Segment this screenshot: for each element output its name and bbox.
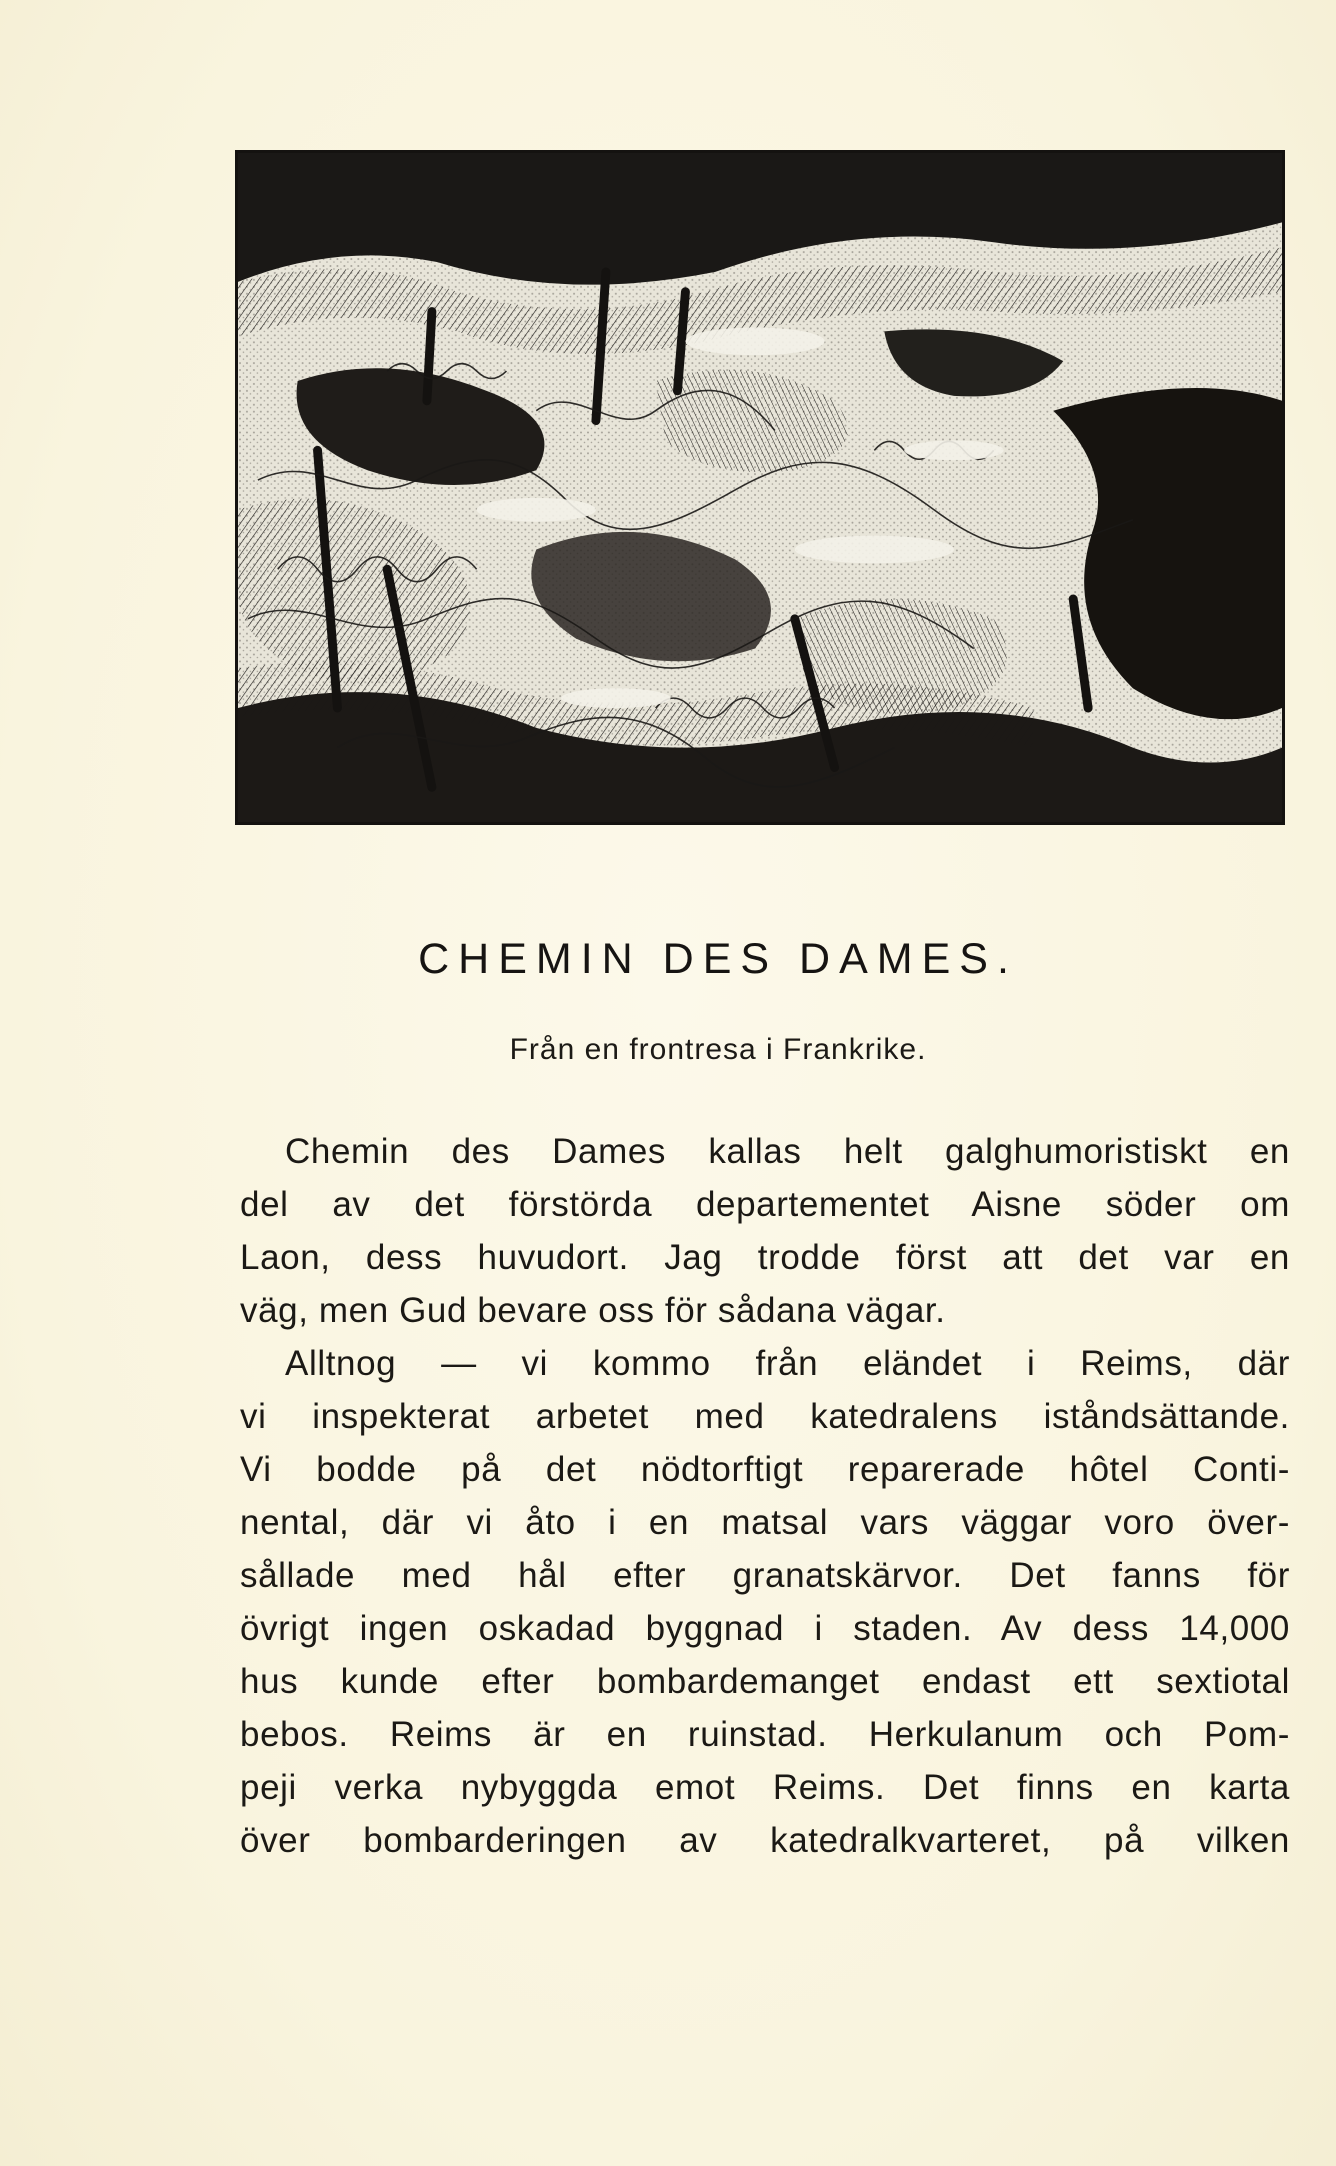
text-line: peji verka nybyggda emot Reims. Det finns en karta bbox=[240, 1768, 1290, 1807]
text-line: del av det förstörda departementet Aisne söder om bbox=[240, 1185, 1290, 1224]
body-text bbox=[240, 1125, 1290, 1867]
chapter-subtitle: Från en frontresa i Frankrike. bbox=[509, 1033, 927, 1066]
text-line: bebos. Reims är en ruinstad. Herkulanum och Pom- bbox=[240, 1715, 1290, 1754]
text-line: nental, där vi åto i en matsal vars väggar voro över- bbox=[240, 1503, 1290, 1542]
battlefield-drawing bbox=[238, 153, 1282, 822]
text-line: Alltnog — vi kommo från eländet i Reims, där bbox=[285, 1344, 1290, 1383]
text-line: övrigt ingen oskadad byggnad i staden. Av dess 14,000 bbox=[240, 1609, 1290, 1648]
chapter-title: CHEMIN DES DAMES. bbox=[418, 935, 1018, 983]
text-line: Chemin des Dames kallas helt galghumoristiskt en bbox=[285, 1132, 1290, 1171]
text-line: vi inspekterat arbetet med katedralens iståndsättande. bbox=[240, 1397, 1290, 1436]
text-line: Laon, dess huvudort. Jag trodde först att det var en bbox=[240, 1238, 1290, 1277]
battlefield-illustration bbox=[235, 150, 1285, 825]
text-line: över bombarderingen av katedralkvarteret, på vilken bbox=[240, 1821, 1290, 1860]
text-line: hus kunde efter bombardemanget endast ett sextiotal bbox=[240, 1662, 1290, 1701]
text-line: väg, men Gud bevare oss för sådana vägar. bbox=[240, 1291, 946, 1330]
text-line: sållade med hål efter granatskärvor. Det fanns för bbox=[240, 1556, 1290, 1595]
text-line: Vi bodde på det nödtorftigt reparerade hôtel Conti- bbox=[240, 1450, 1290, 1489]
